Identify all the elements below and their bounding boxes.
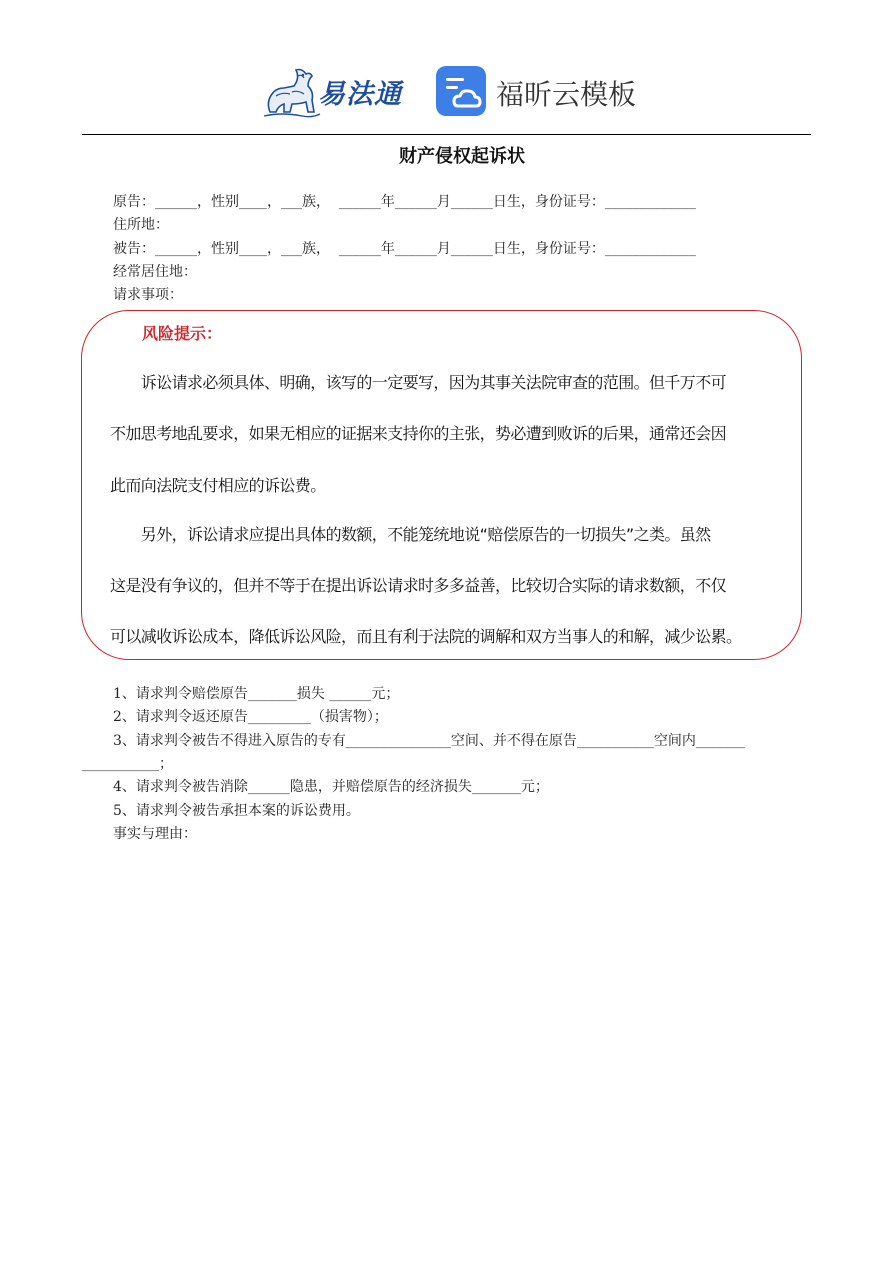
risk-warning-line: 另外，诉讼请求应提出具体的数额，不能笼统地说“赔偿原告的一切损失”之类。虽然: [110, 525, 711, 544]
facts-label: 事实与理由：: [113, 826, 197, 842]
claim-2: 2、请求判令返还原告_________（损害物）；: [113, 709, 388, 725]
cloud-template-icon: [436, 66, 486, 116]
claim-5: 5、请求判令被告承担本案的诉讼费用。: [113, 803, 360, 819]
claim-1: 1、请求判令赔偿原告_______损失 ______元；: [113, 686, 400, 702]
plaintiff-address-line: 住所地：: [113, 217, 169, 233]
risk-warning-line: 可以减收诉讼成本，降低诉讼风险，而且有利于法院的调解和双方当事人的和解，减少讼累。: [110, 627, 742, 646]
risk-warning-line: 此而向法院支付相应的诉讼费。: [110, 476, 326, 495]
yifatong-logo: [262, 62, 414, 120]
risk-warning-line: 诉讼请求必须具体、明确，该写的一定要写，因为其事关法院审查的范围。但千万不可: [110, 373, 727, 392]
risk-warning-line: 这是没有争议的，但并不等于在提出诉讼请求时多多益善，比较切合实际的请求数额，不仅: [110, 576, 727, 595]
qilin-icon: [262, 62, 322, 120]
header: [0, 58, 893, 122]
plaintiff-line: 原告：______，性别____，___族， ______年______月______日生，身份证号：_____________: [113, 194, 696, 210]
risk-warning-title: 风险提示：: [142, 324, 223, 343]
risk-warning-line: 不加思考地乱要求，如果无相应的证据来支持你的主张，势必遭到败诉的后果，通常还会因: [110, 424, 727, 443]
defendant-line: 被告：______，性别____，___族， ______年______月______日生，身份证号：_____________: [113, 241, 696, 257]
header-divider: [82, 134, 811, 135]
claim-4: 4、请求判令被告消除______隐患，并赔偿原告的经济损失_______元；: [113, 779, 549, 795]
logo2-text: 福昕云模板: [496, 78, 637, 111]
claim-3-continued: ___________；: [82, 756, 173, 772]
claims-label: 请求事项：: [113, 287, 183, 303]
claim-3: 3、请求判令被告不得进入原告的专有_______________空间、并不得在原告___________空间内_______: [113, 733, 745, 749]
logo1-text: 易法通: [318, 79, 402, 110]
document-title: 财产侵权起诉状: [399, 146, 525, 167]
defendant-address-line: 经常居住地：: [113, 264, 197, 280]
